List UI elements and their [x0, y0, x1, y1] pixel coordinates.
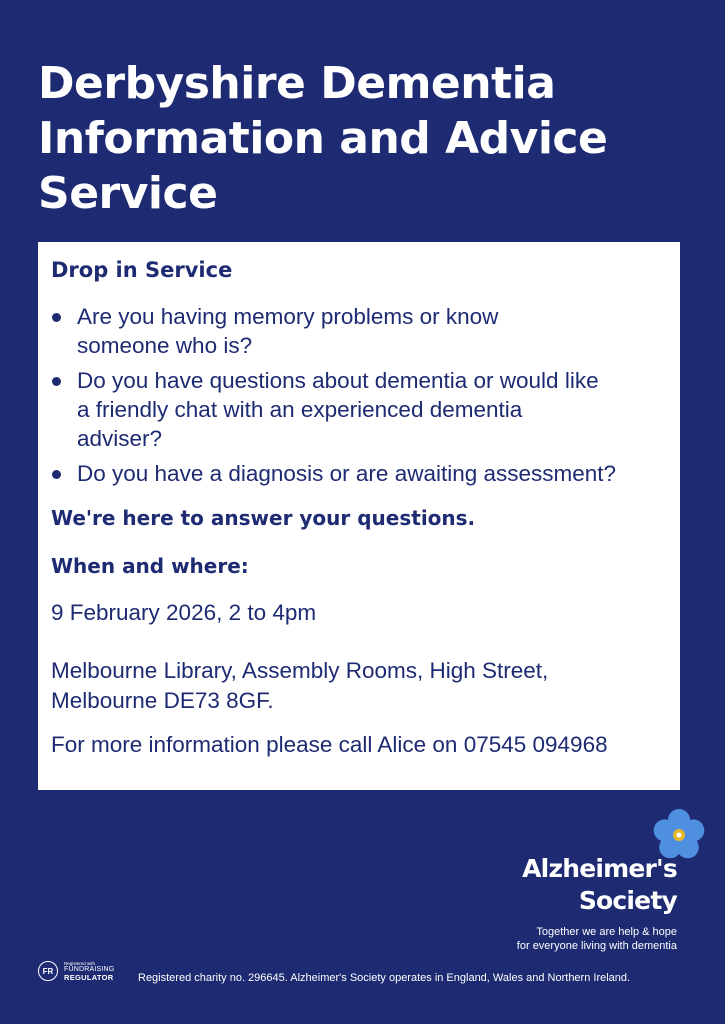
title-line: Derbyshire Dementia — [38, 58, 556, 109]
list-item — [51, 302, 666, 360]
fr-regulator-text: REGULATOR — [64, 973, 114, 982]
list-item-text: Do you have questions about dementia or would like — [77, 368, 599, 393]
list-item-text: adviser? — [77, 426, 163, 451]
tagline: We're here to answer your questions. — [51, 506, 476, 530]
bullet-icon — [52, 313, 61, 322]
contact-info: For more information please call Alice on 07545 094968 — [51, 732, 608, 757]
list-item-text: a friendly chat with an experienced dementia — [77, 397, 523, 422]
panel-heading: Drop in Service — [51, 258, 233, 282]
address-line: Melbourne DE73 8GF. — [51, 688, 274, 713]
fr-registered-text: Registered with — [64, 961, 96, 966]
page-title — [38, 56, 698, 221]
list-item — [51, 366, 666, 453]
fr-fundraising-text: FUNDRAISING — [64, 966, 115, 973]
event-address — [51, 656, 666, 716]
bullet-icon — [52, 470, 61, 479]
logo-name: Society — [578, 886, 677, 915]
fr-mark: FR — [42, 966, 54, 976]
when-where-heading: When and where: — [51, 554, 249, 578]
charity-notice: Registered charity no. 296645. Alzheimer's Society operates in England, Wales and Northern Ireland. — [138, 972, 631, 984]
fundraising-regulator-logo — [38, 961, 58, 981]
list-item-text: Do you have a diagnosis or are awaiting assessment? — [77, 461, 617, 486]
list-item — [51, 459, 666, 488]
petal — [654, 819, 676, 841]
event-date: 9 February 2026, 2 to 4pm — [51, 600, 317, 625]
info-panel — [38, 242, 680, 790]
logo-slogan: for everyone living with dementia — [516, 940, 677, 952]
list-item-text: someone who is? — [77, 333, 253, 358]
logo-name: Alzheimer's — [522, 854, 677, 883]
title-line: Service — [38, 168, 218, 219]
question-list — [51, 302, 666, 488]
flower-center-dot — [677, 833, 682, 838]
title-line: Information and Advice — [38, 113, 608, 164]
address-line: Melbourne Library, Assembly Rooms, High Street, — [51, 658, 549, 683]
bullet-icon — [52, 377, 61, 386]
logo-slogan: Together we are help & hope — [536, 926, 677, 938]
list-item-text: Are you having memory problems or know — [77, 304, 499, 329]
